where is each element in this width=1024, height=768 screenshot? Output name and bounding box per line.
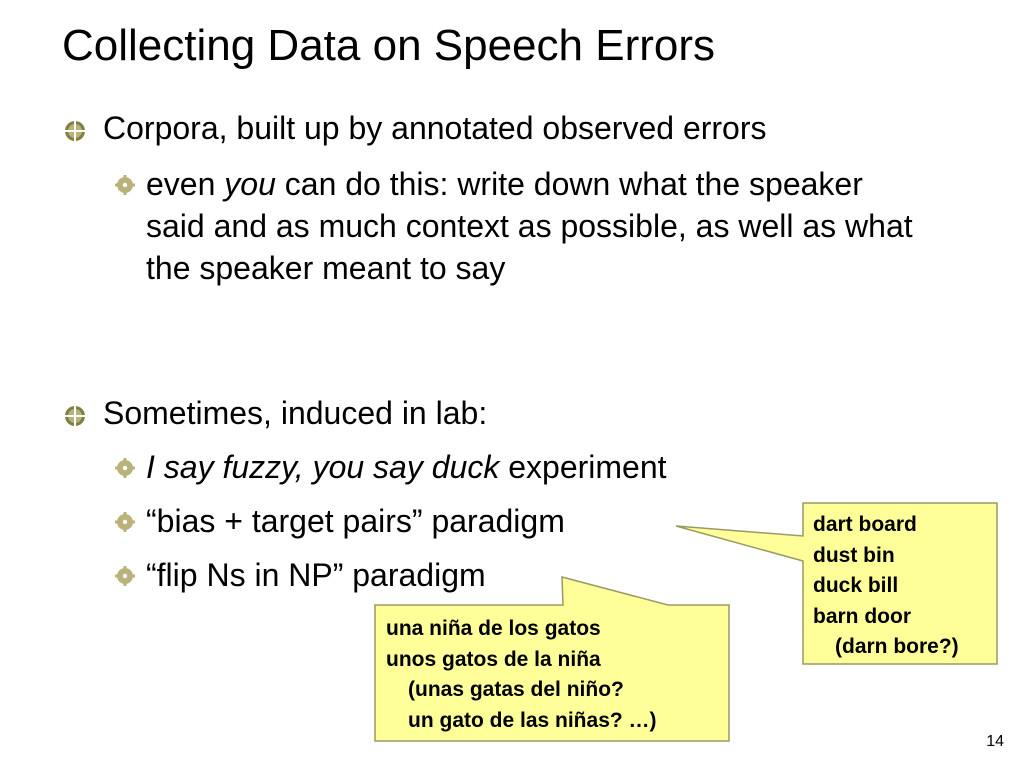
- callout-line: un gato de las niñas? …): [408, 708, 657, 732]
- text-before: “bias + target pairs” paradigm: [146, 503, 565, 539]
- text-italic: you: [224, 166, 276, 202]
- text-before: even: [146, 166, 225, 202]
- callout-line: una niña de los gatos: [386, 617, 601, 640]
- callout-line: dust bin: [813, 543, 895, 567]
- callout-line: barn door: [813, 604, 911, 628]
- callout-bottom: [386, 614, 657, 736]
- callout-line: unos gatos de la niña: [386, 647, 601, 671]
- text-before: “flip Ns in NP” paradigm: [146, 557, 486, 593]
- text-after: can do this: write down what the speaker said and as much context as possible, as well as what the speaker meant to say: [146, 166, 913, 286]
- callout-right: [813, 510, 959, 663]
- bullet-text: Corpora, built up by annotated observed errors: [103, 110, 767, 146]
- page-number: 14: [986, 733, 1004, 750]
- text-italic: I say fuzzy, you say duck: [146, 449, 500, 485]
- callout-line: duck bill: [813, 574, 899, 597]
- slide-title: Collecting Data on Speech Errors: [62, 21, 715, 70]
- callout-line: (unas gatas del niño?: [408, 678, 624, 701]
- bullet-text: Sometimes, induced in lab:: [103, 395, 488, 431]
- text-after: experiment: [499, 449, 667, 485]
- callout-line: dart board: [813, 513, 917, 536]
- callout-line: (darn bore?): [835, 635, 959, 658]
